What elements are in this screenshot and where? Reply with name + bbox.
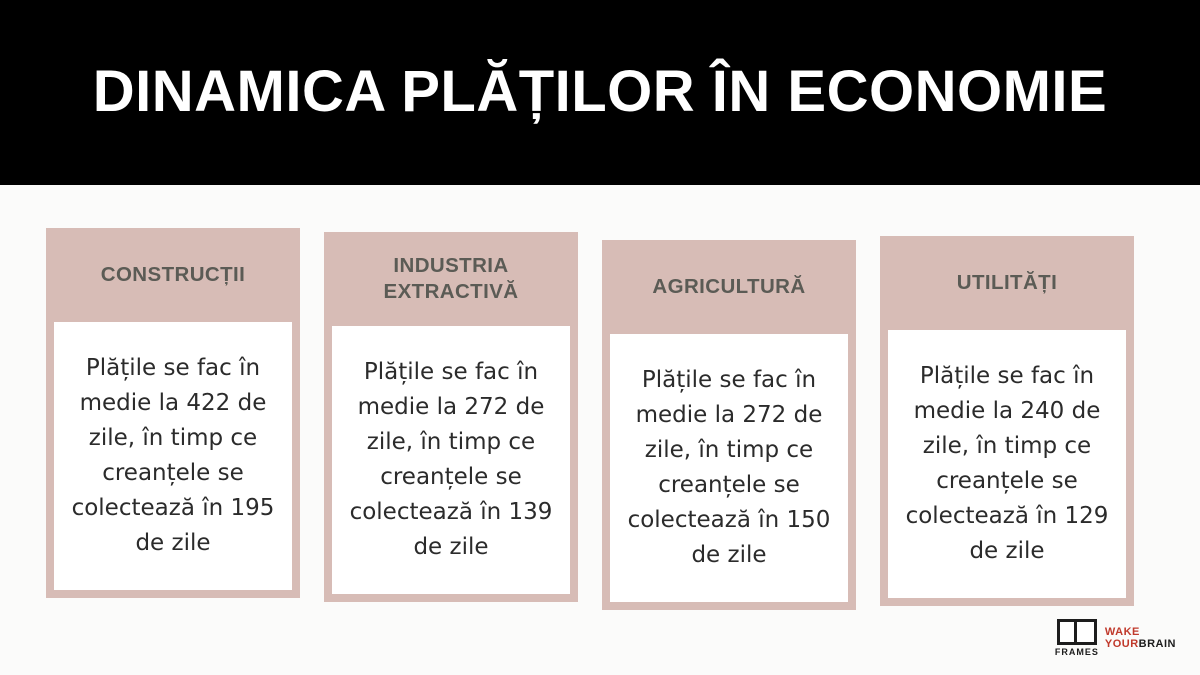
brand-logo (1055, 619, 1176, 657)
card-header-label: UTILITĂȚI (956, 271, 1058, 295)
card-body (610, 334, 848, 602)
card-header (602, 240, 856, 334)
your-label: YOUR (1104, 637, 1139, 650)
card-body-text: Plățile se fac în medie la 422 de zile, în timp ce creanțele se colectează în 195 de zile (71, 355, 275, 556)
wake-label: WAKE (1104, 625, 1140, 638)
card-body (332, 326, 570, 594)
card-header (880, 236, 1134, 330)
card-industria-extractiva (324, 232, 578, 602)
card-body (54, 322, 292, 590)
card-header-label: INDUSTRIA EXTRACTIVĂ (383, 254, 519, 303)
card-body-text: Plățile se fac în medie la 272 de zile, în timp ce creanțele se colectează în 139 de zile (349, 359, 553, 560)
card-header-label: AGRICULTURĂ (652, 275, 806, 299)
brain-label (1105, 639, 1176, 650)
film-frame-icon (1057, 619, 1097, 645)
card-body-text: Plățile se fac în medie la 272 de zile, în timp ce creanțele se colectează în 150 de zile (627, 367, 831, 568)
card-utilitati (880, 236, 1134, 606)
cards-row (46, 228, 1154, 610)
card-body-text: Plățile se fac în medie la 240 de zile, în timp ce creanțele se colectează în 129 de zile (905, 363, 1109, 564)
page-title: DINAMICA PLĂȚILOR ÎN ECONOMIE (92, 59, 1108, 125)
frames-logo-mark (1055, 619, 1099, 657)
card-constructii (46, 228, 300, 598)
card-agricultura (602, 240, 856, 610)
card-header (46, 228, 300, 322)
brain-word: BRAIN (1138, 637, 1176, 650)
frames-logo-label: FRAMES (1054, 647, 1099, 657)
title-band (0, 0, 1200, 185)
card-header (324, 232, 578, 326)
card-body (888, 330, 1126, 598)
wake-your-brain-logo (1105, 627, 1176, 650)
card-header-label: CONSTRUCȚII (100, 263, 246, 287)
